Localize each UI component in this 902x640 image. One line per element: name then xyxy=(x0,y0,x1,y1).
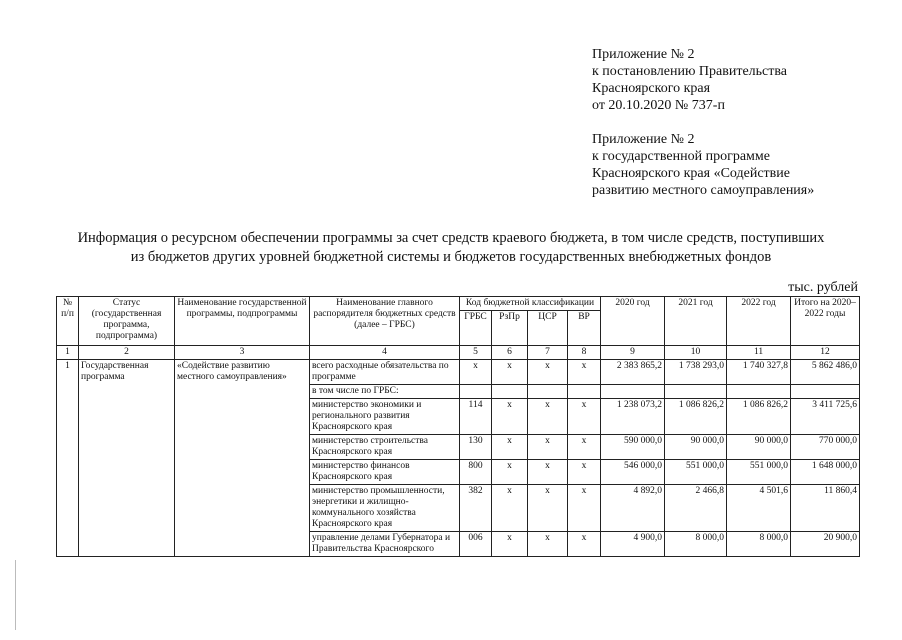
header-grbs: ГРБС xyxy=(460,311,492,346)
amount-2022: 551 000,0 xyxy=(727,460,791,485)
rzpr-cell: х xyxy=(492,435,528,460)
col-number: 1 xyxy=(57,346,79,360)
col-number: 9 xyxy=(601,346,665,360)
amount-total: 11 860,4 xyxy=(791,485,860,532)
grbs-code-cell: 130 xyxy=(460,435,492,460)
header-grbs-name: Наименование главного распорядителя бюджетных средств (далее – ГРБС) xyxy=(310,297,460,346)
amount-2021 xyxy=(665,385,727,399)
csr-cell xyxy=(528,385,568,399)
amount-total xyxy=(791,385,860,399)
appendix-line: Приложение № 2 xyxy=(592,47,695,62)
rzpr-cell: х xyxy=(492,360,528,385)
grbs-code-cell: 006 xyxy=(460,532,492,557)
amount-2021: 90 000,0 xyxy=(665,435,727,460)
grbs-code-cell xyxy=(460,385,492,399)
grbs-code-cell: 114 xyxy=(460,399,492,435)
table-row xyxy=(57,360,860,385)
vr-cell: х xyxy=(568,485,601,532)
amount-2021: 551 000,0 xyxy=(665,460,727,485)
program-name: «Содействие развитию местного самоуправления» xyxy=(175,360,310,557)
amount-2020: 2 383 865,2 xyxy=(601,360,665,385)
program-num: 1 xyxy=(57,360,79,557)
csr-cell: х xyxy=(528,435,568,460)
header-2020: 2020 год xyxy=(601,297,665,346)
header-2022: 2022 год xyxy=(727,297,791,346)
vr-cell xyxy=(568,385,601,399)
amount-2020: 4 892,0 xyxy=(601,485,665,532)
rzpr-cell: х xyxy=(492,399,528,435)
rzpr-cell: х xyxy=(492,485,528,532)
col-number: 8 xyxy=(568,346,601,360)
grbs-name-cell: министерство финансов Красноярского края xyxy=(310,460,460,485)
vr-cell: х xyxy=(568,435,601,460)
title-line-1: Информация о ресурсном обеспечении программы за счет средств краевого бюджета, в том числе средств, поступивших xyxy=(77,230,825,246)
grbs-code-cell: 800 xyxy=(460,460,492,485)
amount-2022: 1 740 327,8 xyxy=(727,360,791,385)
units-label: тыс. рублей xyxy=(788,280,858,295)
rzpr-cell: х xyxy=(492,460,528,485)
col-number: 5 xyxy=(460,346,492,360)
amount-2021: 8 000,0 xyxy=(665,532,727,557)
rzpr-cell: х xyxy=(492,532,528,557)
appendix-line: к государственной программе xyxy=(592,149,770,164)
appendix-line: Приложение № 2 xyxy=(592,132,695,147)
column-number-row xyxy=(57,346,860,360)
amount-total: 20 900,0 xyxy=(791,532,860,557)
appendix-line: развитию местного самоуправления» xyxy=(592,183,815,198)
vr-cell: х xyxy=(568,532,601,557)
amount-2022: 4 501,6 xyxy=(727,485,791,532)
csr-cell: х xyxy=(528,485,568,532)
col-number: 2 xyxy=(79,346,175,360)
program-status: Государственная программа xyxy=(79,360,175,557)
csr-cell: х xyxy=(528,532,568,557)
col-number: 7 xyxy=(528,346,568,360)
grbs-name-cell: в том числе по ГРБС: xyxy=(310,385,460,399)
appendix-line: Красноярского края xyxy=(592,81,711,96)
amount-total: 1 648 000,0 xyxy=(791,460,860,485)
appendix-line: от 20.10.2020 № 737-п xyxy=(592,98,725,113)
appendix-line: Красноярского края «Содействие xyxy=(592,166,790,181)
col-number: 10 xyxy=(665,346,727,360)
header-2021: 2021 год xyxy=(665,297,727,346)
vr-cell: х xyxy=(568,460,601,485)
grbs-name-cell: управление делами Губернатора и Правительства Красноярского xyxy=(310,532,460,557)
amount-2020: 1 238 073,2 xyxy=(601,399,665,435)
header-total: Итого на 2020–2022 годы xyxy=(791,297,860,346)
col-number: 11 xyxy=(727,346,791,360)
appendix-line: к постановлению Правительства xyxy=(592,64,788,79)
col-number: 3 xyxy=(175,346,310,360)
col-number: 6 xyxy=(492,346,528,360)
amount-2022 xyxy=(727,385,791,399)
rzpr-cell xyxy=(492,385,528,399)
amount-2020: 546 000,0 xyxy=(601,460,665,485)
amount-2021: 1 086 826,2 xyxy=(665,399,727,435)
col-number: 12 xyxy=(791,346,860,360)
amount-2020: 4 900,0 xyxy=(601,532,665,557)
csr-cell: х xyxy=(528,360,568,385)
grbs-code-cell: х xyxy=(460,360,492,385)
grbs-name-cell: всего расходные обязательства по программе xyxy=(310,360,460,385)
grbs-name-cell: министерство строительства Красноярского края xyxy=(310,435,460,460)
csr-cell: х xyxy=(528,399,568,435)
header-num: № п/п xyxy=(57,297,79,346)
grbs-code-cell: 382 xyxy=(460,485,492,532)
amount-total: 770 000,0 xyxy=(791,435,860,460)
amount-2022: 1 086 826,2 xyxy=(727,399,791,435)
header-code-group: Код бюджетной классификации xyxy=(460,297,601,311)
header-csr: ЦСР xyxy=(528,311,568,346)
col-number: 4 xyxy=(310,346,460,360)
amount-2022: 8 000,0 xyxy=(727,532,791,557)
header-program-name: Наименование государственной программы, подпрограммы xyxy=(175,297,310,346)
header-status: Статус (государственная программа, подпрограмма) xyxy=(79,297,175,346)
vr-cell: х xyxy=(568,399,601,435)
amount-2020 xyxy=(601,385,665,399)
appendix-header-program xyxy=(592,131,814,199)
grbs-name-cell: министерство экономики и регионального развития Красноярского края xyxy=(310,399,460,435)
amount-total: 3 411 725,6 xyxy=(791,399,860,435)
header-rzpr: РзПр xyxy=(492,311,528,346)
resource-table xyxy=(56,296,860,557)
amount-2022: 90 000,0 xyxy=(727,435,791,460)
amount-2021: 2 466,8 xyxy=(665,485,727,532)
header-vr: ВР xyxy=(568,311,601,346)
csr-cell: х xyxy=(528,460,568,485)
amount-2020: 590 000,0 xyxy=(601,435,665,460)
title-line-2: из бюджетов других уровней бюджетной системы и бюджетов государственных внебюджетных фондов xyxy=(130,249,772,265)
grbs-name-cell: министерство промышленности, энергетики и жилищно-коммунального хозяйства Красноярского края xyxy=(310,485,460,532)
amount-2021: 1 738 293,0 xyxy=(665,360,727,385)
header-row xyxy=(57,297,860,311)
appendix-header-decree xyxy=(592,46,787,114)
amount-total: 5 862 486,0 xyxy=(791,360,860,385)
vr-cell: х xyxy=(568,360,601,385)
page-edge-line xyxy=(15,560,16,630)
document-title xyxy=(0,229,902,267)
